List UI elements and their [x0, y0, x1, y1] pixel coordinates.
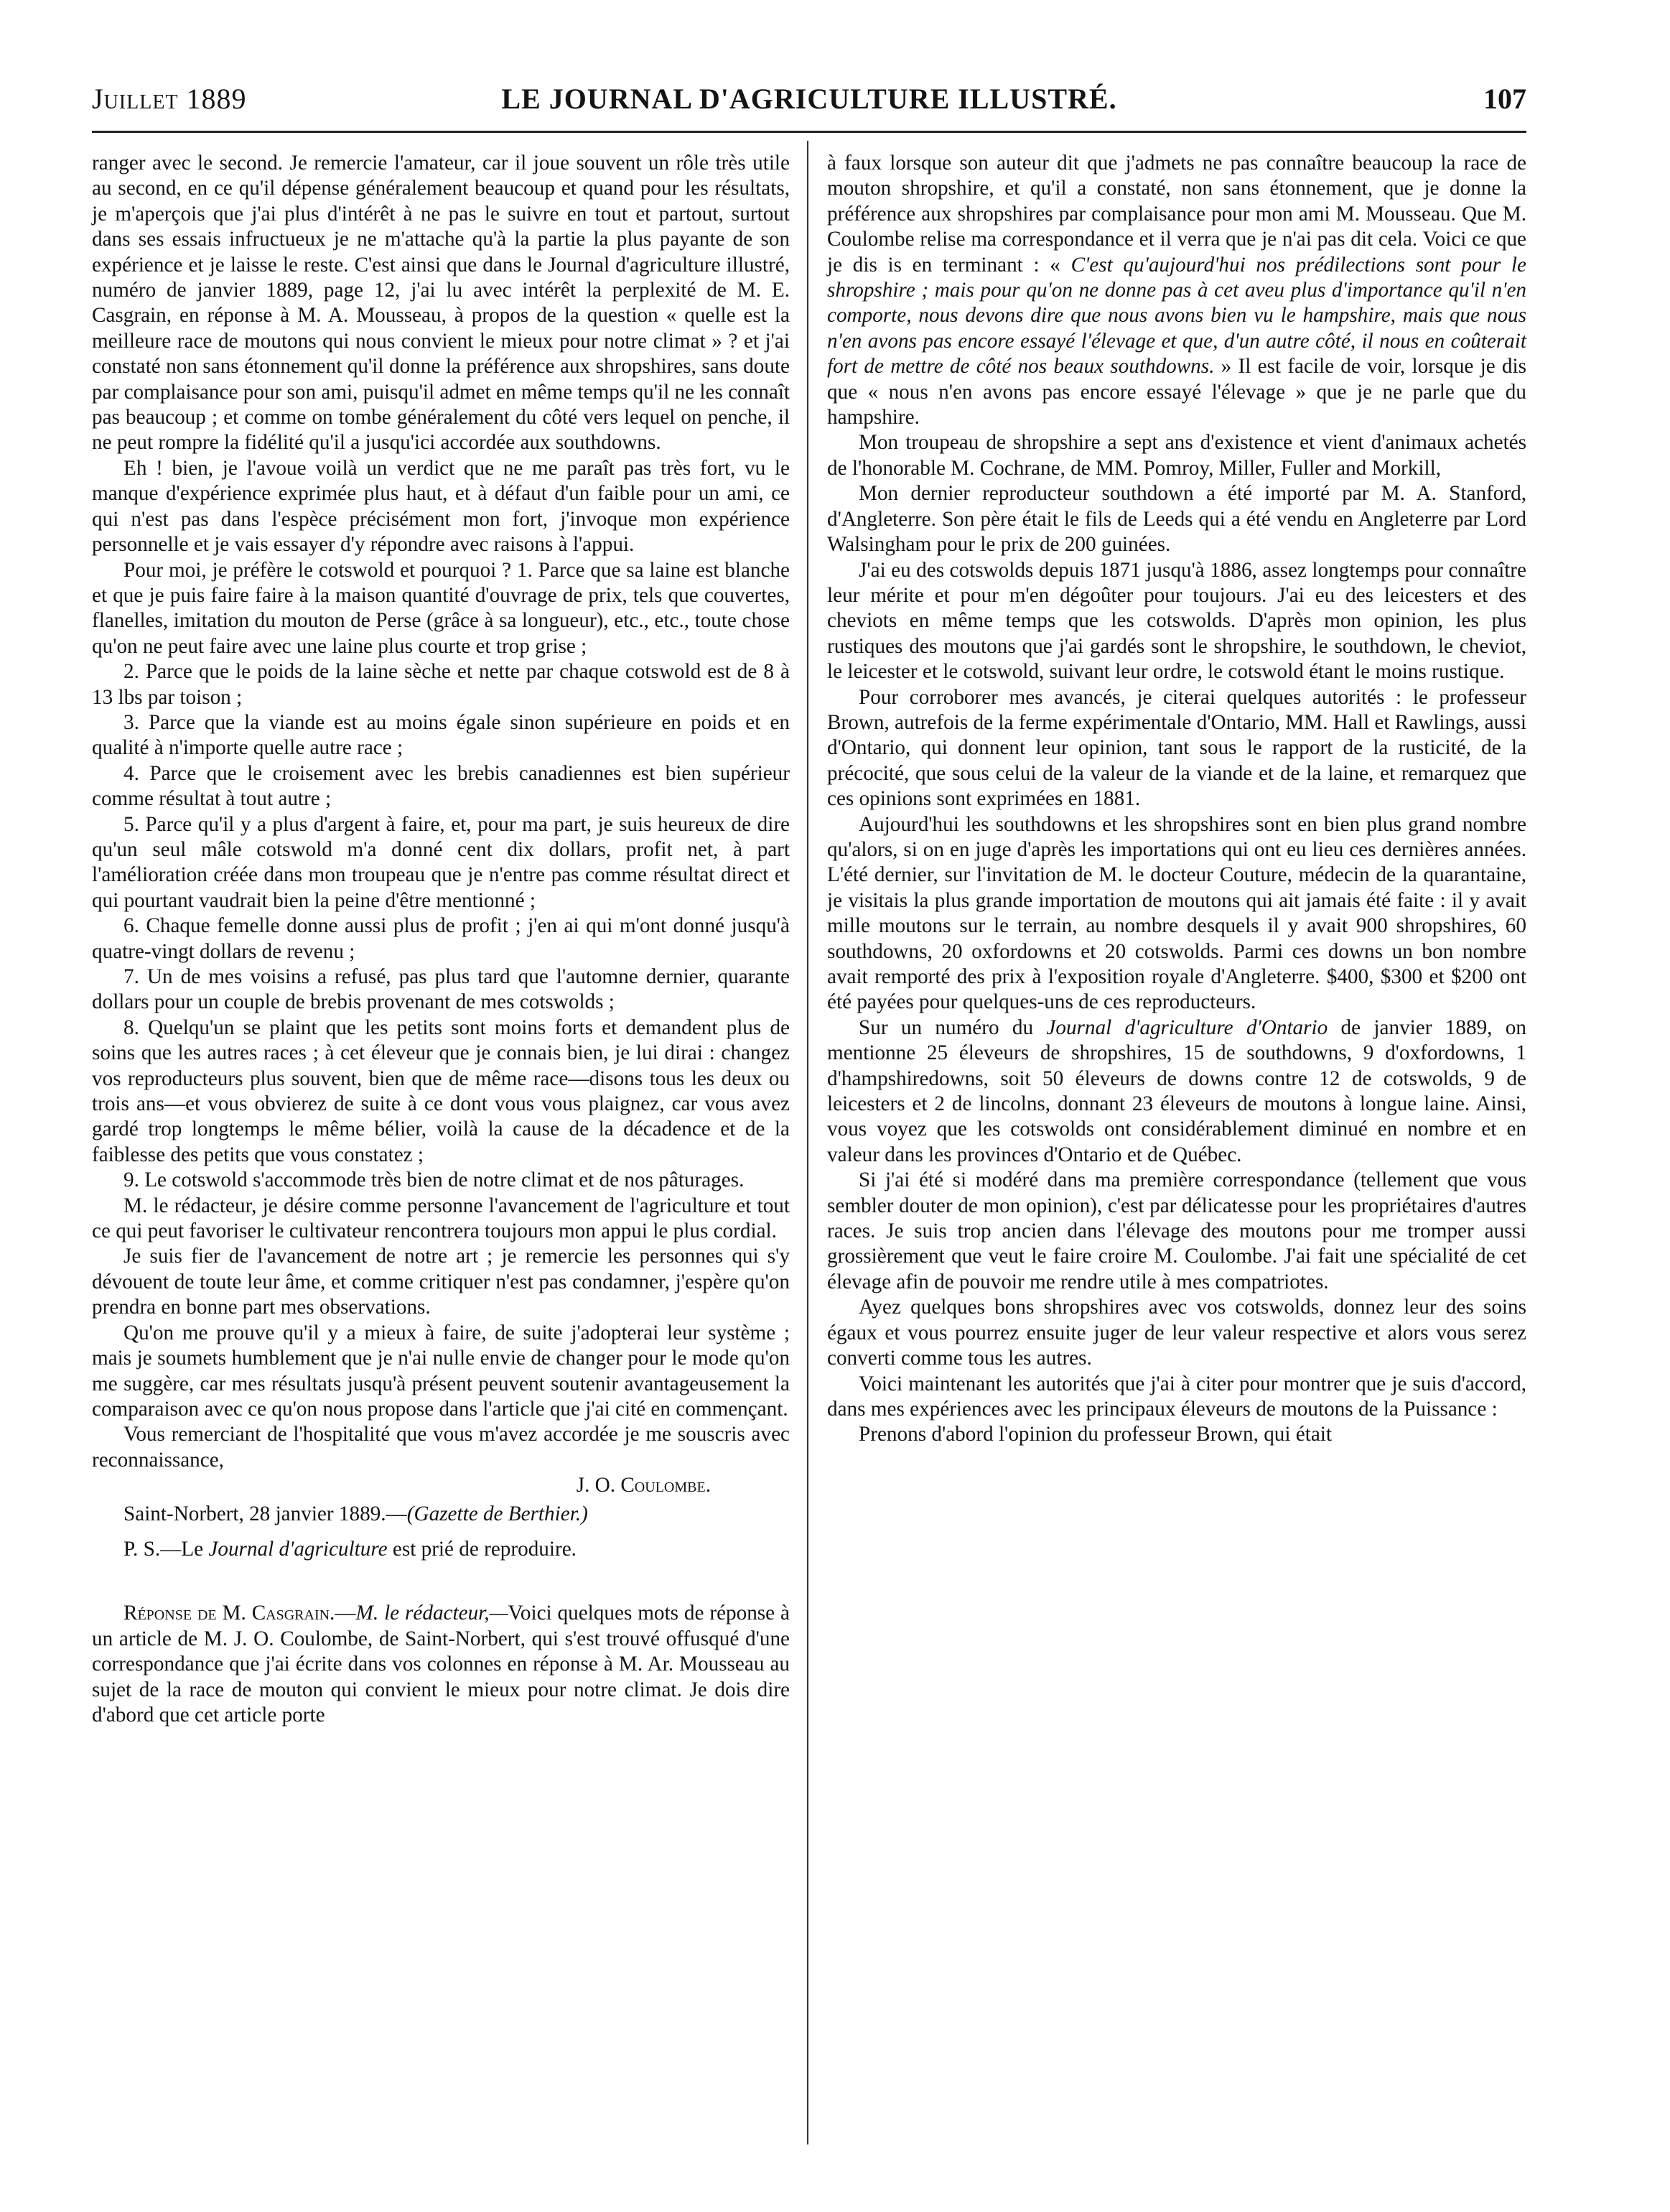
paragraph: 3. Parce que la viande est au moins égale sinon supérieure en poids et en qualité à n'importe quelle autre race ;: [92, 710, 790, 760]
right-column: [827, 151, 1526, 1448]
dateline-source: (Gazette de Berthier.): [406, 1502, 588, 1525]
paragraph: Aujourd'hui les southdowns et les shropshires sont en bien plus grand nombre qu'alors, si on en juge d'après les importations qui ont eu lieu ces dernières années. L'été dernier, sur l'invitation de M. le docteur Couture, médecin de la quarantaine, je visitais la plus grande importation de moutons qui ait jamais été faite : il y avait mille moutons sur le terrain, au nombre desquels il y avait 900 shropshires, 60 southdowns, 20 oxfordowns et 20 cotswolds. Parmi ces downs un bon nombre avait remporté des prix à l'exposition royale d'Angleterre. $400, $300 et $200 ont été payées pour quelques-uns de ces reproducteurs.: [827, 812, 1526, 1014]
reply-heading: Réponse de M. Casgrain.—: [123, 1602, 356, 1625]
paragraph: Si j'ai été si modéré dans ma première correspondance (tellement que vous sembler douter de mon opinion), c'est par délicatesse pour les propriétaires d'autres races. Je suis trop ancien dans l'élevage des moutons pour me tromper aussi grossièrement que veut le faire croire M. Coulombe. J'ai fait une spécialité de cet élevage afin de pouvoir me rendre utile à mes compatriotes.: [827, 1168, 1526, 1293]
signature: J. O. Coulombe.: [576, 1474, 711, 1497]
paragraph: J'ai eu des cotswolds depuis 1871 jusqu'à 1886, assez longtemps pour connaître leur mérite et pour m'en dégoûter pour toujours. J'ai eu des leicesters et des cheviots en même temps que les cotswolds. D'après mon opinion, les plus rustiques des moutons que j'ai gardés sont le shropshire, le southdown, le cheviot, le leicester et le cotswold, suivant leur ordre, le cotswold étant le moins rustique.: [827, 558, 1526, 684]
paragraph: 2. Parce que le poids de la laine sèche et nette par chaque cotswold est de 8 à 13 lbs par toison ;: [92, 660, 790, 709]
reply-paragraph: [92, 1601, 790, 1728]
paragraph: Ayez quelques bons shropshires avec vos cotswolds, donnez leur des soins égaux et vous pourrez ensuite juger de leur valeur respective et alors vous serez converti comme tous les autres.: [827, 1296, 1526, 1370]
issue-date: Juillet 1889: [92, 83, 247, 115]
quotation: C'est qu'aujourd'hui nos prédilections sont pour le shropshire ; mais pour qu'on ne donne pas à cet aveu plus d'importance qu'il n'en comporte, nous devons dire que nous avons bien vu le hampshire, mais que nous n'en avons pas encore essayé l'élevage et que, d'un autre côté, il nous en coûterait fort de mettre de côté nos beaux southdowns.: [827, 253, 1526, 378]
postscript-journal: Journal d'agriculture: [208, 1537, 388, 1561]
paragraph: Vous remerciant de l'hospitalité que vous m'avez accordée je me souscris avec reconnaissance,: [92, 1423, 790, 1472]
paragraph: 4. Parce que le croisement avec les brebis canadiennes est bien supérieur comme résultat à tout autre ;: [92, 761, 790, 811]
paragraph: Mon dernier reproducteur southdown a été importé par M. A. Stanford, d'Angleterre. Son père était le fils de Leeds qui a été vendu en Angleterre par Lord Walsingham pour le prix de 200 guinées.: [827, 482, 1526, 557]
postscript-text: est prié de reproduire.: [387, 1537, 577, 1561]
paragraph: Mon troupeau de shropshire a sept ans d'existence et vient d'animaux achetés de l'honorable M. Cochrane, de MM. Pomroy, Miller, Fuller and Morkill,: [827, 431, 1526, 480]
header-rule: [92, 131, 1526, 133]
paragraph: Pour corroborer mes avancés, je citerai quelques autorités : le professeur Brown, autrefois de la ferme expérimentale d'Ontario, MM. Hall et Rawlings, aussi d'Ontario, qui donnent leur opinion, tant sous le rapport de la rusticité, de la précocité, que sous celui de la valeur de la viande et de la laine, et remarquez que ces opinions sont exprimées en 1881.: [827, 685, 1526, 811]
dateline: [92, 1502, 790, 1527]
paragraph-text: à faux lorsque son auteur dit que j'admets ne pas connaître beaucoup la race de mouton shropshire, et qu'il a constaté, non sans étonnement, que je donne la préférence aux shropshires par complaisance pour mon ami M. Mousseau. Que M. Coulombe relise ma correspondance et il verra que je n'ai pas dit cela. Voici ce que je dis is en terminant : «: [827, 152, 1526, 276]
paragraph: 9. Le cotswold s'accommode très bien de notre climat et de nos pâturages.: [123, 1168, 745, 1192]
column-rule: [807, 141, 808, 2144]
paragraph: Eh ! bien, je l'avoue voilà un verdict que ne me paraît pas très fort, vu le manque d'expérience exprimée plus haut, et à défaut d'un faible pour un ami, ce qui n'est pas dans l'espèce précisément mon fort, j'invoque mon expérience personnelle et je vais essayer d'y répondre avec raisons à l'appui.: [92, 456, 790, 557]
paragraph: Prenons d'abord l'opinion du professeur Brown, qui était: [859, 1423, 1333, 1446]
journal-title: LE JOURNAL D'AGRICULTURE ILLUSTRÉ.: [501, 83, 1117, 115]
paragraph: 8. Quelqu'un se plaint que les petits sont moins forts et demandent plus de soins que les autres races ; à cet éleveur que je connais bien, je lui dirai : changez vos reproducteurs plus souvent, bien que de même race—disons tous les deux ou trois ans—et vous obvierez de suite à ce dont vous vous plaignez, car vous avez gardé trop longtemps le même bélier, voilà la cause de la décadence et de la faiblesse des petits que vous constatez ;: [92, 1016, 790, 1166]
reply-text: Voici quelques mots de réponse à un article de M. J. O. Coulombe, de Saint-Norbert, qui s'est trouvé offusqué d'une correspondance que j'ai écrite dans vos colonnes en réponse à M. Ar. Mousseau au sujet de la race de mouton qui convient le mieux pour notre climat. Je dois dire d'abord que cet article porte: [92, 1602, 790, 1727]
paragraph-text: Sur un numéro du: [859, 1016, 1047, 1039]
paragraph: [827, 1016, 1526, 1168]
paragraph: M. le rédacteur, je désire comme personne l'avancement de l'agriculture et tout ce qui peut favoriser le cultivateur rencontrera toujours mon appui le plus cordial.: [92, 1194, 790, 1243]
dateline-place: Saint-Norbert, 28 janvier 1889.—: [123, 1502, 407, 1525]
paragraph: 5. Parce qu'il y a plus d'argent à faire, et, pour ma part, je suis heureux de dire qu'un seul mâle cotswold m'a donné cent dix dollars, profit net, à part l'amélioration créée dans mon troupeau que je n'entre pas comme résultat direct et qui pourtant vaudrait bien la peine d'être mentionné ;: [92, 812, 790, 912]
paragraph: Je suis fier de l'avancement de notre art ; je remercie les personnes qui s'y dévouent de toute leur âme, et comme critiquer n'est pas condamner, j'espère qu'on prendra en bonne part mes observations.: [92, 1245, 790, 1319]
paragraph: Voici maintenant les autorités que j'ai à citer pour montrer que je suis d'accord, dans mes expériences avec les principaux éleveurs de moutons de la Puissance :: [827, 1372, 1526, 1421]
page-number: 107: [1483, 83, 1526, 115]
paragraph: 6. Chaque femelle donne aussi plus de profit ; j'en ai qui m'ont donné jusqu'à quatre-vingt dollars de revenu ;: [92, 914, 790, 963]
paragraph: 7. Un de mes voisins a refusé, pas plus tard que l'automne dernier, quarante dollars pour un couple de brebis provenant de mes cotswolds ;: [92, 965, 790, 1014]
paragraph: [827, 151, 1526, 430]
paragraph: Qu'on me prouve qu'il y a mieux à faire, de suite j'adopterai leur système ; mais je soumets humblement que je n'ai nulle envie de changer pour le mode qu'on me suggère, car mes résultats jusqu'à présent peuvent soutenir avantageusement la comparaison avec ce qu'on nous propose dans l'article que j'ai cité en commençant.: [92, 1321, 790, 1421]
paragraph: Pour moi, je préfère le cotswold et pourquoi ? 1. Parce que sa laine est blanche et que je puis faire faire à la maison quantité d'ouvrage de prix, tels que couvertes, flanelles, imitation du mouton de Perse (grâce à sa longueur), etc., etc., toute chose qu'on ne peut faire avec une laine plus courte et trop grise ;: [92, 558, 790, 658]
left-column: [92, 151, 790, 1728]
reply-salutation: M. le rédacteur,—: [355, 1602, 508, 1625]
paragraph-text: » Il est facile de voir, lorsque je dis que « nous n'en avons pas encore essayé l'élevage » que je ne parle que du hampshire.: [827, 355, 1526, 429]
running-head: [92, 78, 1526, 121]
postscript-text: P. S.—Le: [123, 1537, 209, 1561]
journal-reference: Journal d'agriculture d'Ontario: [1046, 1016, 1328, 1039]
paragraph: ranger avec le second. Je remercie l'amateur, car il joue souvent un rôle très utile au second, en ce qu'il dépense généralement beaucoup et quand pour les résultats, je m'aperçois que j'ai plus d'intérêt à ne pas le suivre en tout et partout, surtout dans ses essais infructueux je ne m'attache qu'à la partie la plus payante de son expérience et je laisse le reste. C'est ainsi que dans le Journal d'agriculture illustré, numéro de janvier 1889, page 12, j'ai lu avec intérêt la perplexité de M. E. Casgrain, en réponse à M. A. Mousseau, à propos de la question « quelle est la meilleure race de moutons qui nous convient le mieux pour notre climat » ? et j'ai constaté non sans étonnement qu'il donne la préférence aux shropshires, sans doute par complaisance pour son ami, puisqu'il admet en même temps qu'il ne les connaît pas beaucoup ; et comme on tombe généralement du côté vers lequel on penche, il ne peut rompre la fidélité qu'il a jusqu'ici accordée aux southdowns.: [92, 152, 790, 455]
paragraph-text: de janvier 1889, on mentionne 25 éleveurs de shropshires, 15 de southdowns, 9 d'oxfordowns, 1 d'hampshiredowns, soit 50 éleveurs de downs contre 12 de cotswolds, 9 de leicesters et 2 de lincolns, donnant 23 éleveurs de moutons à longue laine. Ainsi, vous voyez que les cotswolds ont considérablement diminué en nombre et en valeur dans les provinces d'Ontario et de Québec.: [827, 1016, 1526, 1166]
postscript: [92, 1537, 790, 1562]
